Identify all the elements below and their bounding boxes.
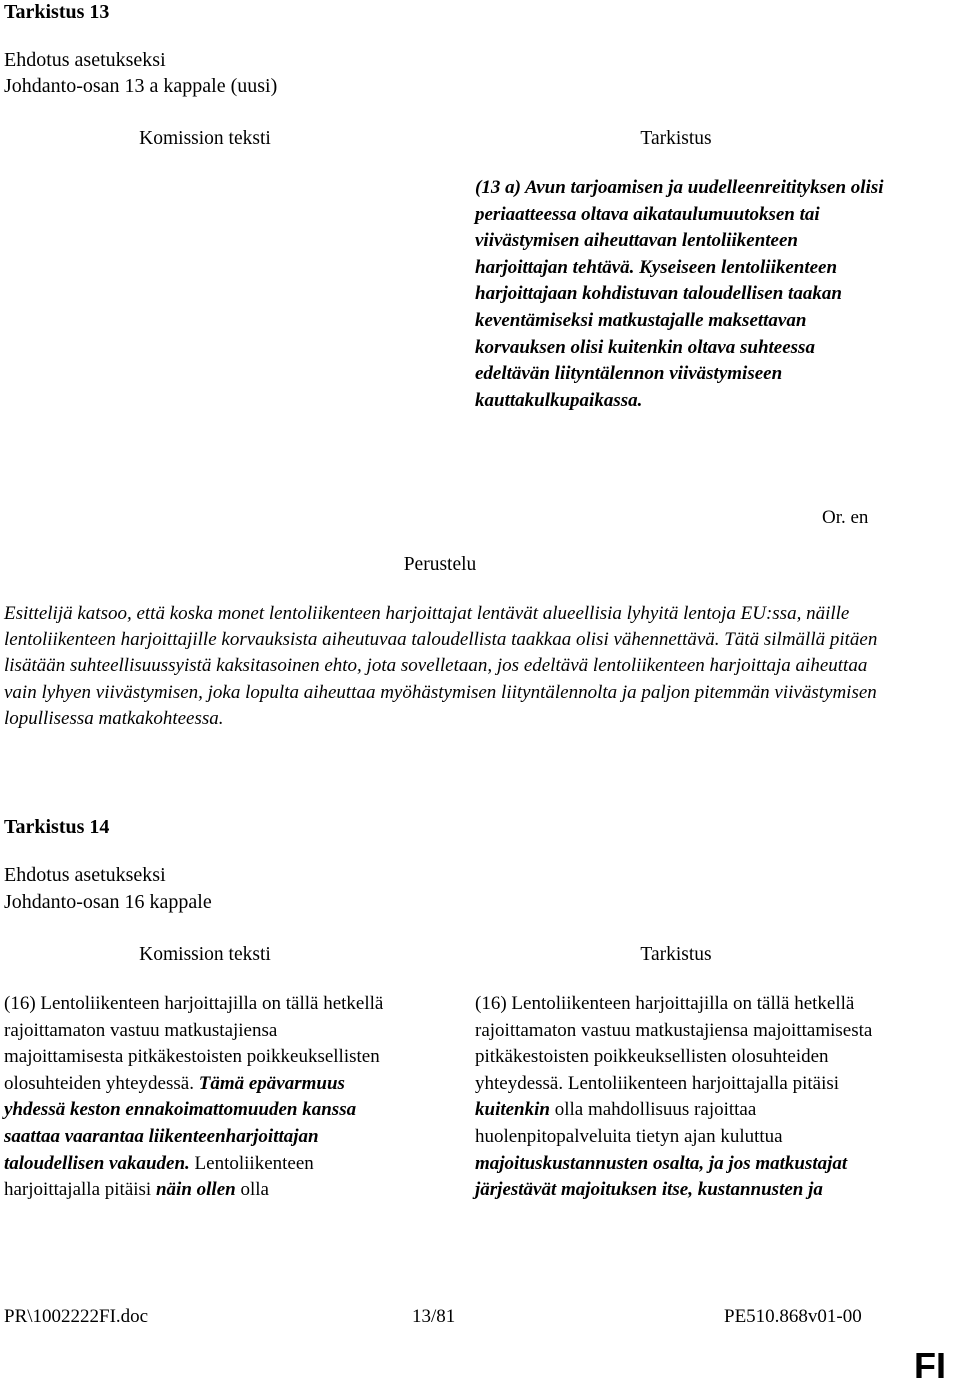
amendment-14-number: Tarkistus 14: [4, 816, 110, 838]
amendment-13-proposal: Ehdotus asetukseksi: [4, 49, 166, 71]
commission-text-part: (16) Lentoliikenteen harjoittajilla on tällä hetkellä rajoittamaton vastuu matkustajiensa majoittamisesta pitkäkestoisten poikkeuksellisten olosuhteiden yhteydessä.: [4, 993, 384, 1094]
amended-text-part: (16) Lentoliikenteen harjoittajilla on tällä hetkellä rajoittamaton vastuu matkustajiensa majoittamisesta pitkäkestoisten poikkeuksellisten olosuhteiden yhteydessä. Lentoliikenteen harjoittajalla pitäisi: [475, 993, 873, 1094]
amendment-14-right-column-header: Tarkistus: [640, 944, 712, 965]
amendment-14-proposal: Ehdotus asetukseksi: [4, 864, 166, 886]
amendment-13-left-column-header: Komission teksti: [139, 128, 271, 149]
footer-page-number: 13/81: [412, 1306, 456, 1327]
footer-language-mark: FI: [914, 1345, 946, 1386]
original-language-marker: Or. en: [822, 507, 869, 528]
footer-doc-reference: PR\1002222FI.doc: [4, 1306, 149, 1327]
amendment-13-right-text: (13 a) Avun tarjoamisen ja uudelleenreitityksen olisi periaatteessa oltava aikataulumuutoksen tai viivästymisen aiheuttavan lentoliikenteen harjoittajan tehtävä. Kyseiseen lentoliikenteen harjoittajaan kohdistuvan taloudellisen taakan keventämiseksi matkustajalle maksettavan korvauksen olisi kuitenkin oltava suhteessa edeltävän liityntälennon viivästymiseen kauttakulkupaikassa.: [475, 177, 884, 411]
amendment-13-reference: Johdanto-osan 13 a kappale (uusi): [4, 75, 278, 97]
justification-header: Perustelu: [403, 554, 477, 575]
justification-text: Esittelijä katsoo, että koska monet lentoliikenteen harjoittajat lentävät alueellisia lyhyitä lentoja EU:ssa, näille lentoliikenteen harjoittajille korvauksista aiheutuvaa taloudellista taakkaa olisi vähennettävä. Tätä silmällä pitäen lisätään suhteellisuussyistä kaksitasoinen ehto, jota sovelletaan, jos edeltävä lentoliikenteen harjoittaja aiheuttaa vain lyhyen viivästymisen, joka lopulta aiheuttaa myöhästymisen liityntälennolta ja paljon pitemmän viivästymisen lopullisessa matkakohteessa.: [4, 603, 878, 729]
amended-text-part: olla mahdollisuus rajoittaa huolenpitopalveluita tietyn ajan kuluttua: [475, 1099, 783, 1147]
amendment-13-number: Tarkistus 13: [4, 1, 110, 23]
commission-text-deleted: Tämä epävarmuus yhdessä keston ennakoimattomuuden kanssa saattaa vaarantaa liikenteenharjoittajan taloudellisen vakauden.: [4, 1072, 357, 1174]
amendment-14-commission-text: [4, 991, 396, 1204]
amended-text-inserted: majoituskustannusten osalta, ja jos matkustajat järjestävät majoituksen itse, kustannusten ja: [475, 1152, 848, 1201]
commission-text-part: Lentoliikenteen harjoittajalla pitäisi: [4, 1152, 314, 1201]
amendment-13-right-column-header: Tarkistus: [640, 128, 712, 149]
amendment-14-reference: Johdanto-osan 16 kappale: [4, 891, 212, 913]
footer-pe-number: PE510.868v01-00: [724, 1306, 862, 1327]
amendment-14-left-column-header: Komission teksti: [139, 944, 271, 965]
commission-text-deleted: näin ollen: [155, 1179, 236, 1201]
commission-text-part: olla: [235, 1179, 269, 1201]
amended-text-inserted: kuitenkin: [475, 1099, 550, 1121]
amendment-14-amended-text: [475, 991, 885, 1204]
